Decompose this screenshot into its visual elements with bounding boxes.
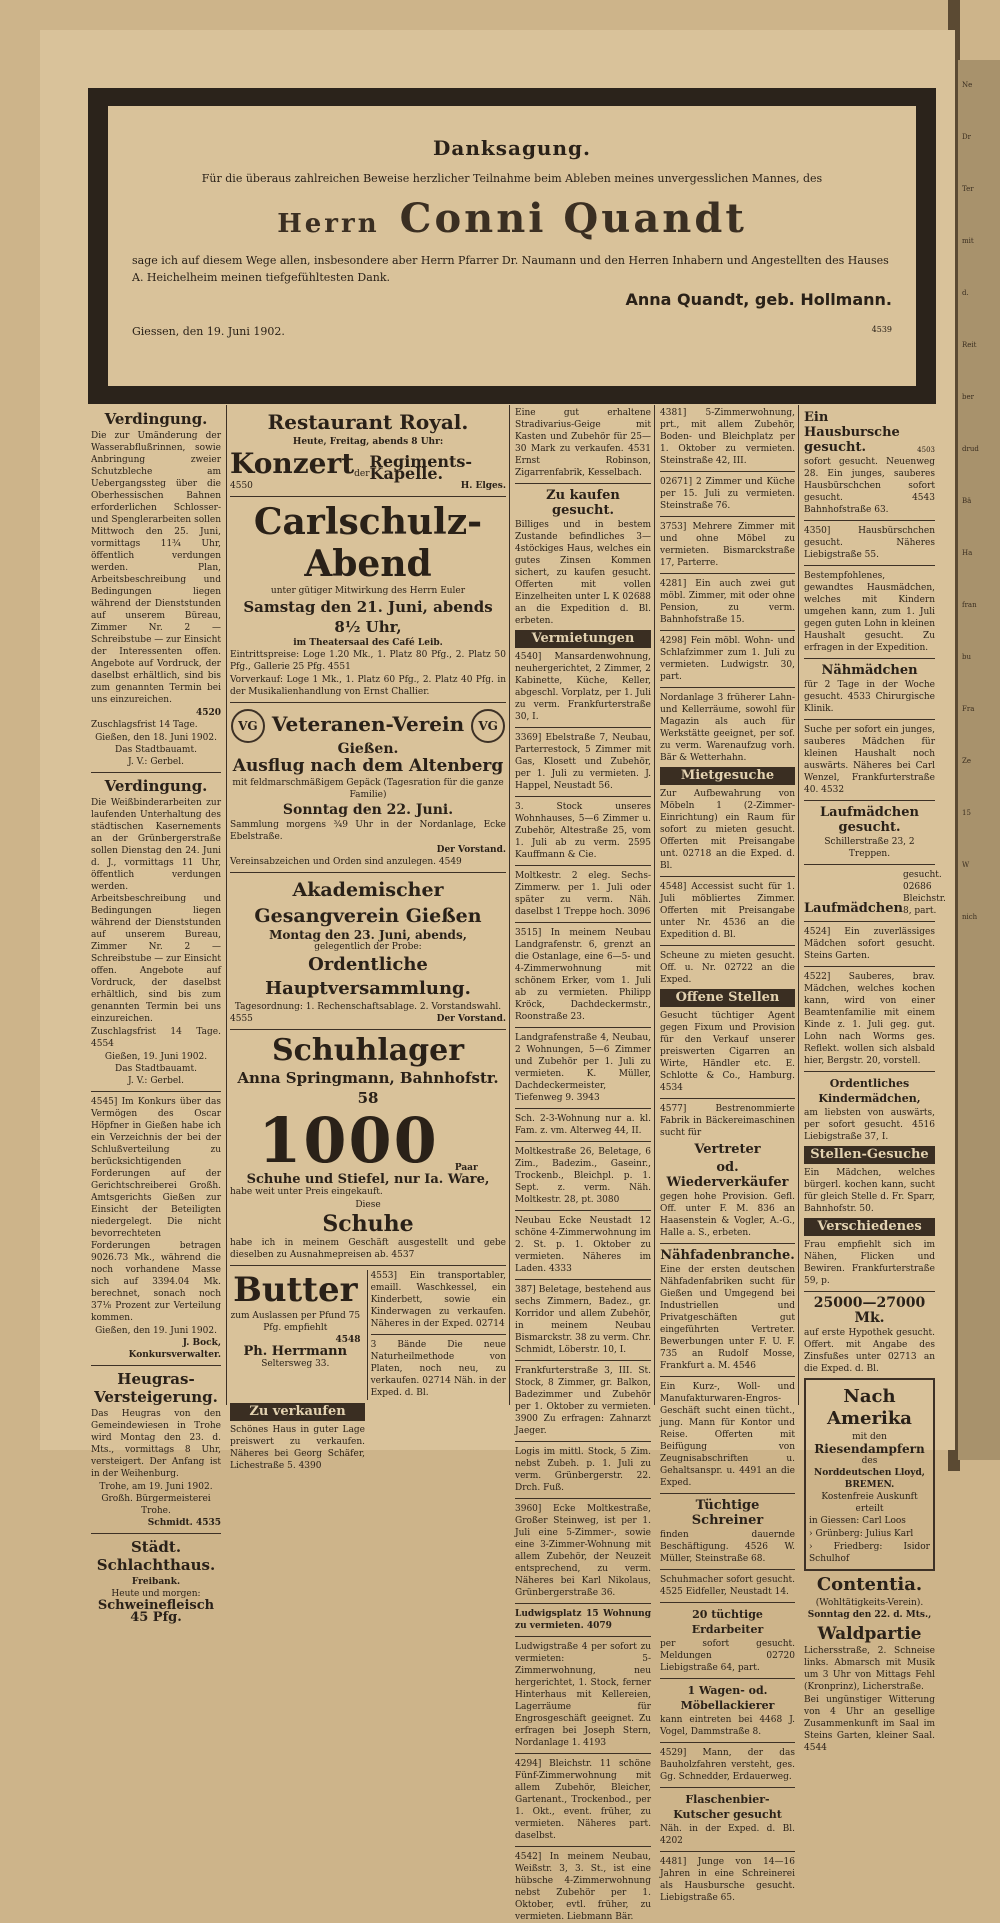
divider bbox=[660, 945, 795, 946]
ad-city: Gießen. bbox=[337, 740, 399, 757]
lloyd-ad bbox=[804, 1378, 935, 1571]
divider bbox=[515, 1141, 651, 1142]
adjacent-page-fragment: ber bbox=[962, 393, 974, 401]
divider bbox=[515, 1108, 651, 1109]
divider bbox=[660, 1787, 795, 1788]
ad-title bbox=[230, 707, 506, 743]
agenda-item: 1. Rechenschaftsablage. bbox=[305, 1001, 418, 1012]
veteran-title: Veteranen-Verein bbox=[271, 712, 465, 736]
divider bbox=[660, 471, 795, 472]
divider bbox=[660, 1098, 795, 1099]
ad-text: Bei ungünstiger Witterung von 4 Uhr an gesellige Zusammenkunft im Saal im Steins Garten, kleiner Saal. 4544 bbox=[804, 1695, 935, 1753]
divider bbox=[371, 1334, 506, 1335]
adjacent-page-fragment: mit bbox=[962, 237, 974, 245]
divider bbox=[804, 1071, 935, 1072]
ad-title-row bbox=[804, 407, 935, 456]
adjacent-page-fragment: fran bbox=[962, 601, 977, 609]
ad-text: 4542] In meinem Neubau, Weißstr. 3, 3. St., ist eine hübsche 4-Zimmerwohnung nebst Zubehör per 1. Oktober, evtl. früher, zu vermieten. Liebmann Bär. bbox=[515, 1852, 651, 1922]
ad-text: Eine der ersten deutschen Nähfadenfabriken sucht für Gießen und Umgegend bei Industriellen und Privatgeschäften gut eingeführten Vertreter. Bewerbungen unter F. U. F. 735 an Rudolf Mosse, Frankfurt a. M. 4546 bbox=[660, 1265, 795, 1371]
ad-text: Das Heugras von den Gemeindewiesen in Trohe wird Montag den 23. d. Mts., vormittags 8 Uhr, versteigert. Der Anfang ist in der Weihenburg. bbox=[91, 1409, 221, 1479]
ad-text: gelegentlich der Probe: bbox=[314, 941, 422, 952]
ad-title: Ordentliches Kindermädchen, bbox=[818, 1077, 921, 1105]
divider bbox=[515, 1846, 651, 1847]
ad-date: Samstag den 21. Juni, abends 8½ Uhr, bbox=[243, 598, 493, 636]
ad-title: Verdingung. bbox=[104, 777, 208, 795]
ad-title: Heugras-Versteigerung. bbox=[94, 1370, 218, 1406]
ad-text: 4553] Ein transportabler, emaill. Waschkessel, ein Kinderbett, sowie ein Kinderwagen zu verkaufen. Näheres in der Exped. 02714 bbox=[370, 1270, 506, 1329]
ad-headline: Ausflug nach dem Altenberg bbox=[232, 755, 504, 776]
deceased-fullname: Conni Quandt bbox=[399, 195, 747, 242]
ad-text: auf erste Hypothek gesucht. Offert. mit Angabe des Zinsfußes unter 02713 an die Exped. d. Bl. bbox=[804, 1328, 935, 1374]
ad-text: 4540] Mansardenwohnung, neuhergerichtet, 2 Zimmer, 2 Kabinette, Küche, Keller, abgeschl. Vorplatz, per 1. Juli zu verm. Frankfurterstraße 30, I. bbox=[515, 652, 651, 722]
divider bbox=[515, 865, 651, 866]
ad-text: 4298] Fein möbl. Wohn- und Schlafzimmer zum 1. Juli zu vermieten. Ludwigstr. 30, part. bbox=[660, 636, 795, 682]
ad-text: 4481] Junge von 14—16 Jahren in eine Schreinerei als Hausbursche gesucht. Liebigstraße 65. bbox=[660, 1857, 795, 1903]
ad-foot: J. V.: Gerbel. bbox=[128, 757, 184, 767]
thanks-notice-banner bbox=[88, 88, 936, 404]
ad-title: 25000—27000 Mk. bbox=[813, 1295, 926, 1326]
ad-text: Frankfurterstraße 3, III. St. Stock, 8 Zimmer, gr. Balkon, Badezimmer und Zubehör per 1. Oktober zu vermieten. 3900 Zu erfragen: Zahnarzt Jaeger. bbox=[515, 1366, 651, 1436]
ad-text: Suche per sofort ein junges, sauberes Mädchen für kleinen Haushalt noch auswärts. Näheres bei Carl Wenzel, Frankfurterstraße 40. 4532 bbox=[804, 725, 935, 795]
divider bbox=[660, 1243, 795, 1244]
ad-text: Diese bbox=[355, 1199, 381, 1210]
divider bbox=[515, 1636, 651, 1637]
ad-subtitle: Freibank. bbox=[131, 1577, 181, 1587]
concert-der: der bbox=[354, 469, 370, 479]
divider bbox=[660, 1602, 795, 1603]
ad-text: 4281] Ein auch zwei gut möbl. Zimmer, mit oder ohne Pension, zu verm. Bahnhofstraße 15. bbox=[660, 579, 795, 625]
ad-text: 3753] Mehrere Zimmer mit und ohne Möbel zu vermieten. Bismarckstraße 17, Parterre. bbox=[660, 522, 795, 568]
ad-text: Moltkestraße 26, Beletage, 6 Zim., Badezim., Gaseinr., Trockenb., Bleichpl. p. 1. Sept. z. verm. Näh. Moltkestr. 28, pt. 3080 bbox=[515, 1147, 651, 1205]
ad-title: Nähmädchen bbox=[821, 663, 918, 678]
deceased-name bbox=[132, 195, 892, 242]
shoe-count-row bbox=[230, 1103, 506, 1177]
divider bbox=[804, 921, 935, 922]
ad-title: Akademischer Gesangverein Gießen bbox=[254, 878, 482, 927]
thanks-intro: Für die überaus zahlreichen Beweise herzlicher Teilnahme beim Ableben meines unvergesslichen Mannes, des bbox=[201, 172, 823, 185]
butter-row bbox=[230, 1270, 506, 1400]
ad-text: Eintrittspreise: Loge 1.20 Mk., 1. Platz 80 Pfg., 2. Platz 50 Pfg., Gallerie 25 Pfg. 4551 bbox=[230, 650, 506, 672]
adjacent-page-fragment: Fra bbox=[962, 705, 975, 713]
ad-text: BREMEN. bbox=[844, 1480, 895, 1490]
divider bbox=[230, 496, 506, 497]
column-1 bbox=[88, 405, 224, 1625]
ad-title: Vertreter bbox=[694, 1142, 761, 1157]
thanks-footer bbox=[132, 325, 892, 338]
ad-title: Nähfadenbranche. bbox=[660, 1248, 795, 1263]
ad-title: Laufmädchen bbox=[804, 901, 903, 916]
ad-text: 387] Beletage, bestehend aus sechs Zimmern, Badez., gr. Korridor und allem Zubehör, in meinem Neubau Bismarckstr. 38 zu verm. Chr. Schmidt, Löberstr. 10, I. bbox=[515, 1285, 651, 1355]
ad-foot: Zuschlagsfrist 14 Tage. bbox=[91, 720, 198, 730]
ad-text: per sofort gesucht. Meldungen 02720 Liebigstraße 64, part. bbox=[660, 1639, 795, 1673]
veteran-emblem-icon: VG bbox=[231, 709, 265, 743]
ad-text: Riesendampfern bbox=[814, 1442, 925, 1456]
ad-sign: H. Elges. bbox=[460, 481, 506, 491]
ad-text: Neubau Ecke Neustadt 12 schöne 4-Zimmerwohnung im 2. St. p. 1. Oktober zu vermieten. Näheres im Laden. 4333 bbox=[515, 1216, 651, 1274]
ad-text: 3515] In meinem Neubau Landgrafenstr. 6, grenzt an die Ostanlage, eine 6—5- und 4-Zimmerwohnung mit schönem Erker, vom 1. Juli ab zu vermieten. Philipp Kröck, Dachdeckermstr., Roonstraße 23. bbox=[515, 928, 651, 1022]
divider bbox=[230, 872, 506, 873]
ad-text: Ein Kurz-, Woll- und Manufakturwaren-Engros-Geschäft sucht einen tücht., jung. Mann für Kontor und Reise. Offerten mit Beifügung von Zeugnisabschriften u. Gehaltsanspr. u. 4491 an die Exped. bbox=[660, 1382, 795, 1488]
ad-title: Städt. Schlachthaus. bbox=[96, 1538, 216, 1574]
ad-text: zum Auslassen per Pfund 75 Pfg. empfiehlt bbox=[230, 1310, 361, 1333]
adjacent-page-fragment: 15 bbox=[962, 809, 971, 817]
concert-line bbox=[230, 447, 506, 483]
divider bbox=[515, 1603, 651, 1604]
divider bbox=[660, 1742, 795, 1743]
ad-text: habe weit unter Preis eingekauft. bbox=[230, 1186, 383, 1197]
ad-title: Restaurant Royal. bbox=[267, 410, 469, 434]
ad-text: Eine gut erhaltene Stradivarius-Geige mit Kasten und Zubehör für 25—30 Mark zu verkaufen. 4531 Ernst Robinson, Zigarrenfabrik, Kesselbach. bbox=[515, 408, 651, 478]
thanks-signature: Anna Quandt, geb. Hollmann. bbox=[625, 290, 892, 309]
ad-id: 4520 bbox=[195, 708, 221, 718]
divider bbox=[660, 876, 795, 877]
ad-headline: Schuhe bbox=[322, 1210, 414, 1237]
ad-text: Seltersweg 33. bbox=[261, 1358, 330, 1369]
adjacent-page-fragment: bu bbox=[962, 653, 971, 661]
ad-text: 4577] Bestrenommierte Fabrik in Bäckereimaschinen sucht für bbox=[660, 1104, 795, 1138]
ad-name: Ph. Herrmann bbox=[243, 1343, 348, 1359]
ad-text: 4524] Ein zuverlässiges Mädchen sofort gesucht. Steins Garten. bbox=[804, 927, 935, 961]
agenda-item: 2. Vorstandswahl. bbox=[419, 1001, 502, 1012]
ad-subtitle: Anna Springmann, Bahnhofstr. 58 bbox=[237, 1068, 499, 1107]
ad-text: 4294] Bleichstr. 11 schöne Fünf-Zimmerwohnung mit allem Zubehör, Bleicher, Gartenant., Trockenbod., per 1. Okt., event. früher, zu vermieten. Näheres part. daselbst. bbox=[515, 1759, 651, 1841]
adjacent-page-fragment: Ne bbox=[962, 81, 973, 89]
agenda bbox=[230, 1001, 506, 1013]
ad-foot: J. Bock, Konkursverwalter. bbox=[128, 1338, 221, 1360]
divider bbox=[660, 630, 795, 631]
divider bbox=[804, 520, 935, 521]
column-5 bbox=[801, 405, 946, 1753]
ad-text: Lichersstraße, 2. Schneise links. Abmarsch mit Musik um 3 Uhr von Mittags Fehl (Kronprinz), Licherstraße. bbox=[804, 1646, 935, 1692]
ad-text: habe ich in meinem Geschäft ausgestellt und gebe dieselben zu Ausnahmepreisen ab. 4537 bbox=[230, 1237, 506, 1260]
ad-headline: Waldpartie bbox=[817, 1624, 922, 1644]
ad-title: Flaschenbier-Kutscher gesucht bbox=[673, 1793, 782, 1821]
ad-foot: Das Stadtbauamt. bbox=[115, 1064, 197, 1074]
ad-text: Sammlung morgens ¾9 Uhr in der Nordanlage, Ecke Ebelstraße. bbox=[230, 819, 506, 842]
ad-id: 4555 bbox=[230, 1013, 253, 1024]
ad-title: Schuhlager bbox=[271, 1032, 465, 1068]
divider bbox=[660, 1376, 795, 1377]
ad-title: 20 tüchtige Erdarbeiter bbox=[691, 1608, 764, 1636]
deceased-prefix: Herrn bbox=[277, 209, 380, 239]
ad-id: 4503 bbox=[917, 446, 935, 454]
divider bbox=[804, 565, 935, 566]
ad-text: (Wohltätigkeits-Verein). bbox=[815, 1598, 924, 1608]
ad-title: Nach Amerika bbox=[827, 1386, 912, 1429]
ad-headline: Ordentliche Hauptversammlung. bbox=[265, 953, 471, 999]
ad-text: 3. Stock unseres Wohnhauses, 5—6 Zimmer u. Zubehör, Altestraße 25, vom 1. Juli ab zu verm. 2595 Kauffmann & Cie. bbox=[515, 802, 651, 860]
divider bbox=[515, 1441, 651, 1442]
section-heading: Verschiedenes bbox=[804, 1218, 935, 1236]
ad-text: 4545] Im Konkurs über das Vermögen des Oscar Höpfner in Gießen habe ich ein Verzeichnis der bei der Schlußverteilung zu berücksichtigenden Forderungen auf der Gerichtschreiberei Großh. Amtsgerichts Gießen zur Einsicht der Beteiligten niedergelegt. Die nicht bevorrechteten Forderungen betragen 9026.73 Mk., während die noch vorhandene Masse sich auf 3394.04 Mk. berechnet, sonach noch 37⅛ Prozent zur Verteilung kommen. bbox=[91, 1097, 221, 1323]
ad-foot: J. V.: Gerbel. bbox=[128, 1076, 184, 1086]
adjacent-page-fragment: nich bbox=[962, 913, 978, 921]
ad-footer-row bbox=[230, 1013, 506, 1025]
adjacent-page-fragment: Ha bbox=[962, 549, 973, 557]
section-heading: Zu verkaufen bbox=[230, 1403, 365, 1421]
ad-title: Ein Hausbursche gesucht. bbox=[804, 410, 900, 455]
ad-text: 4381] 5-Zimmerwohnung, prt., mit allem Zubehör, Boden- und Bleichplatz per 1. Oktober zu vermieten. Steinstraße 42, III. bbox=[660, 408, 795, 466]
ad-foot: Das Stadtbauamt. bbox=[115, 745, 197, 755]
divider bbox=[230, 1265, 506, 1266]
divider bbox=[230, 1029, 506, 1030]
divider bbox=[804, 658, 935, 659]
divider bbox=[91, 1365, 221, 1366]
divider bbox=[804, 800, 935, 801]
ad-text: Gesucht tüchtiger Agent gegen Fixum und Provision für den Verkauf unserer preiswerten Cigarren an Wirte, Händler etc. E. Schlotte & Co., Hamburg. 4534 bbox=[660, 1011, 795, 1093]
divider bbox=[515, 1498, 651, 1499]
ad-text: Zur Aufbewahrung von Möbeln 1 (2-Zimmer-Einrichtung) ein Raum für sofort zu mieten gesucht. Offerten mit Preisangabe unt. 02718 an die Exped. d. Bl. bbox=[660, 789, 795, 871]
divider bbox=[804, 1291, 935, 1292]
ad-text: Kostenfreie Auskunft erteilt bbox=[821, 1492, 918, 1514]
ad-sign: Der Vorstand. bbox=[436, 1013, 506, 1024]
divider bbox=[91, 1091, 221, 1092]
small-ads bbox=[367, 1270, 506, 1400]
divider bbox=[660, 1493, 795, 1494]
divider bbox=[91, 772, 221, 773]
ad-title: Carlschulz-Abend bbox=[253, 501, 483, 585]
column-4 bbox=[657, 405, 799, 1903]
ad-text: 4529] Mann, der das Bauholzfahren versteht, ges. Gg. Schnedder, Erdauerweg. bbox=[660, 1748, 795, 1782]
ad-foot: Großh. Bürgermeisterei Trohe. bbox=[101, 1494, 211, 1516]
divider bbox=[660, 1678, 795, 1679]
ad-text: finden dauernde Beschäftigung. 4526 W. Müller, Steinstraße 68. bbox=[660, 1530, 795, 1564]
ad-text: Sch. 2-3-Wohnung nur a. kl. Fam. z. vm. Alterweg 44, II. bbox=[515, 1114, 651, 1136]
divider bbox=[230, 702, 506, 703]
thanks-place-date: Giessen, den 19. Juni 1902. bbox=[132, 325, 285, 338]
ad-title: Laufmädchen gesucht. bbox=[820, 805, 919, 835]
ad-text: unter gütiger Mitwirkung des Herrn Euler bbox=[270, 586, 466, 596]
divider bbox=[515, 727, 651, 728]
ad-text: Scheune zu mieten gesucht. Off. u. Nr. 02722 an die Exped. bbox=[660, 951, 795, 985]
ad-text: Ludwigsplatz 15 Wohnung zu vermieten. 4079 bbox=[515, 1609, 651, 1631]
adjacent-page-edge bbox=[958, 60, 1000, 1460]
ad-text: Moltkestr. 2 eleg. Sechs-Zimmerw. per 1. Juli oder später zu verm. Näh. daselbst 1 Treppe hoch. 3096 bbox=[515, 871, 651, 917]
divider bbox=[515, 1753, 651, 1754]
ad-foot: Schmidt. 4535 bbox=[147, 1518, 221, 1528]
divider bbox=[804, 719, 935, 720]
ad-foot: Gießen, den 18. Juni 1902. bbox=[95, 733, 217, 743]
ad-text: kann eintreten bei 4468 J. Vogel, Dammstraße 8. bbox=[660, 1715, 795, 1737]
ad-footer-row bbox=[230, 480, 506, 492]
ad-text: Die zur Umänderung der Wasserabflußrinnen, sowie Anbringung zweier Schutzbleche am Uebergangssteg über die Oberhessischen Bahnen erforderlichen Schlosser- und Spenglerarbeiten sollen Mittwoch den 25. Juni, vormittags 11¾ Uhr, öffentlich verdungen werden. Plan, Arbeitsbeschreibung und Bedingungen liegen während der Dienststunden auf unserem Büreau, Zimmer Nr. 2 — Schreibstube — zur Einsicht der Interessenten offen. Angebote auf Vordruck, der daselbst erhältlich, sind bis zum genannten Termin bei uns einzureichen. bbox=[91, 431, 222, 705]
ad-text: gegen hohe Provision. Gefl. Off. unter F. M. 836 an Haasenstein & Vogler, A.-G., Halle a. S., erbeten. bbox=[660, 1192, 795, 1238]
thanks-text: sage ich auf diesem Wege allen, insbesondere aber Herrn Pfarrer Dr. Naumann und den Herren Inhabern und Angestellten des Hauses A. Heichelheim meinen tiefgefühltesten Dank. bbox=[132, 254, 889, 284]
divider bbox=[515, 922, 651, 923]
section-heading: Vermietungen bbox=[515, 630, 651, 648]
ad-text: Ludwigstraße 4 per sofort zu vermieten: 5-Zimmerwohnung, neu hergerichtet, 1. Stock, ferner Hinterhaus mit Kellereien, Lagerräume für Engrosgeschäft geeignet. Zu erfragen bei Joseph Stern, Nordanlage 1. 4193 bbox=[515, 1642, 651, 1748]
ad-text: Heute und morgen: bbox=[111, 1589, 201, 1599]
ad-text: 02671] 2 Zimmer und Küche per 15. Juli zu vermieten. Steinstraße 76. bbox=[660, 477, 795, 511]
ad-text: Vorverkauf: Loge 1 Mk., 1. Platz 60 Pfg., 2. Platz 40 Pfg. in der Musikalienhandlung von Ernst Challier. bbox=[230, 675, 506, 697]
divider bbox=[804, 864, 935, 865]
section-heading: Mietgesuche bbox=[660, 767, 795, 785]
shoe-count: 1000 bbox=[258, 1103, 439, 1177]
ad-text: Norddeutschen Lloyd, bbox=[814, 1468, 925, 1478]
adjacent-page-fragment: Reit bbox=[962, 341, 977, 349]
agenda-label: Tagesordnung: bbox=[234, 1001, 303, 1012]
ad-title: Tüchtige Schreiner bbox=[691, 1498, 764, 1528]
ad-text: mit den bbox=[852, 1432, 887, 1442]
ad-text: 4548] Accessist sucht für 1. Juli möbliertes Zimmer. Offerten mit Preisangabe unter Nr. 4536 an die Expedition d. Bl. bbox=[660, 882, 795, 940]
ad-title: Zu kaufen gesucht. bbox=[546, 488, 620, 518]
adjacent-page-fragment: Dr bbox=[962, 133, 971, 141]
ad-text: Frau empfiehlt sich im Nähen, Flicken und Bewiren. Frankfurterstraße 59, p. bbox=[804, 1240, 935, 1286]
ad-text: in Giessen: Carl Loos bbox=[809, 1516, 906, 1526]
thanks-title: Danksagung. bbox=[433, 136, 591, 160]
adjacent-page-fragment: d. bbox=[962, 289, 969, 297]
ad-text: 3 Bände Die neue Naturheilmethode von Platen, noch neu, zu verkaufen. 02714 Näh. in der Exped. d. Bl. bbox=[370, 1339, 506, 1398]
ad-text: sofort gesucht. Neuenweg 28. Ein junges, sauberes Hausbürschchen sofort gesucht. 4543 Bahnhofstraße 63. bbox=[804, 457, 935, 515]
ad-text: Schönes Haus in guter Lage preiswert zu verkaufen. Näheres bei Georg Schäfer, Lichestraße 5. 4390 bbox=[230, 1424, 365, 1471]
divider bbox=[515, 796, 651, 797]
ad-text: Ein Mädchen, welches bürgerl. kochen kann, sucht für gleich Stelle d. Fr. Sparr, Bahnhofstr. 50. bbox=[804, 1168, 935, 1214]
ad-text: Näh. in der Exped. d. Bl. 4202 bbox=[660, 1824, 795, 1846]
ad-text: 4350] Hausbürschchen gesucht. Näheres Liebigstraße 55. bbox=[804, 526, 935, 560]
divider bbox=[660, 687, 795, 688]
ad-text: › Grünberg: Julius Karl bbox=[809, 1529, 914, 1539]
ad-id: 4550 bbox=[230, 481, 253, 491]
divider bbox=[91, 1533, 221, 1534]
divider bbox=[515, 1360, 651, 1361]
ad-foot: Gießen, 19. Juni 1902. bbox=[104, 1052, 208, 1062]
concert-word: Konzert bbox=[230, 447, 355, 480]
ad-text: gesucht. 02686 Bleichstr. 8, part. bbox=[902, 870, 946, 916]
ad-text: Vereinsabzeichen und Orden sind anzulegen. 4549 bbox=[230, 856, 462, 867]
ad-text: Schuhmacher sofort gesucht. 4525 Eidfeller, Neustadt 14. bbox=[660, 1575, 795, 1597]
adjacent-page-fragment: W bbox=[962, 861, 970, 869]
ad-text: mit feldmarschmäßigem Gepäck (Tagesration für die ganze Familie) bbox=[232, 777, 504, 800]
ad-text: Landgrafenstraße 4, Neubau, 2 Wohnungen, 5—6 Zimmer und Zubehör per 1. Juli zu vermieten. K. Müller, Dachdeckermeister, Tiefenweg 9. 3943 bbox=[515, 1033, 651, 1103]
ad-text: 4522] Sauberes, brav. Mädchen, welches kochen kann, wird von einer Beamtenfamilie mit einem Kinde z. 1. Juli geg. gut. Lohn nach Worms ges. Reflekt. wollen sich alsbald hier, Bergstr. 20, vorstell. bbox=[804, 972, 935, 1066]
column-2 bbox=[226, 405, 510, 1471]
ad-text: des bbox=[861, 1456, 878, 1466]
ad-text: 3960] Ecke Moltkestraße, Großer Steinweg, ist per 1. Juli eine 5-Zimmer-, sowie eine 3-Zimmer-Wohnung mit allem Zubehör, der Neuzeit entsprechend, zu verm. Näheres bei Karl Nikolaus, Grünbergerstraße 36. bbox=[515, 1504, 651, 1598]
veteran-emblem-icon: VG bbox=[471, 709, 505, 743]
ad-title: Verdingung. bbox=[104, 410, 208, 428]
section-heading: Stellen-Gesuche bbox=[804, 1146, 935, 1164]
thanks-id: 4539 bbox=[871, 325, 892, 334]
divider bbox=[660, 1851, 795, 1852]
ad-sign: Der Vorstand. bbox=[436, 844, 506, 855]
column-3 bbox=[512, 405, 655, 1922]
ad-title-row bbox=[804, 869, 946, 917]
divider bbox=[515, 1027, 651, 1028]
ad-title: Butter bbox=[233, 1269, 358, 1310]
ad-text: für 2 Tage in der Woche gesucht. 4533 Chirurgische Klinik. bbox=[804, 680, 935, 714]
divider bbox=[515, 483, 651, 484]
ad-text: Die Weißbinderarbeiten zur laufenden Unterhaltung des städtischen Kasernements an der Grünbergerstraße sollen Dienstag den 24. Juni d. J., vormittags 11 Uhr, öffentlich verdungen werden. Arbeitsbeschreibung und Bedingungen liegen während der Dienststunden auf unserem Bureau, Zimmer Nr. 2 — Schreibstube — zur Einsicht offen. Angebote auf Vordruck, der daselbst erhältlich, sind bis zum genannten Termin bei uns einzureichen. bbox=[91, 798, 222, 1024]
adjacent-page-fragment: Bä bbox=[962, 497, 972, 505]
divider bbox=[515, 1210, 651, 1211]
ad-foot: Gießen, den 19. Juni 1902. bbox=[95, 1326, 217, 1336]
divider bbox=[804, 966, 935, 967]
ad-text: im Theatersaal des Café Leib. bbox=[293, 638, 443, 648]
adjacent-page-fragment: Ter bbox=[962, 185, 974, 193]
ad-subtitle: Heute, Freitag, abends 8 Uhr: bbox=[292, 437, 444, 447]
ad-text: Logis im mittl. Stock, 5 Zim. nebst Zubeh. p. 1. Juli zu verm. Grünbergerstr. 22. Drch. Fuß. bbox=[515, 1447, 651, 1493]
ad-title: 1 Wagen- od. Möbellackierer bbox=[680, 1684, 775, 1712]
ad-text: Billiges und in bestem Zustande befindliches 3—4stöckiges Haus, welches ein gutes Zinsen Kommen sichert, zu kaufen gesucht. Offerten mit vollen Einzelheiten unter L K 02688 an die Expedition d. Bl. erbeten. bbox=[515, 520, 651, 626]
shoe-unit: Paar bbox=[454, 1162, 478, 1173]
thanks-notice-inner bbox=[108, 106, 916, 386]
divider bbox=[660, 516, 795, 517]
ad-foot: Zuschlagsfrist 14 Tage. 4554 bbox=[91, 1027, 221, 1049]
ad-text: 3369] Ebelstraße 7, Neubau, Parterrestock, 5 Zimmer mit Gas, Klosett und Zubehör, per 1. Juli zu vermieten. J. Happel, Neustadt 56. bbox=[515, 733, 651, 791]
divider bbox=[660, 1569, 795, 1570]
ad-text: Schuhe und Stiefel, nur Ia. Ware, bbox=[246, 1171, 490, 1187]
ad-text: Bestempfohlenes, gewandtes Hausmädchen, welches mit Kindern umgehen kann, zum 1. Juli gegen guten Lohn in kleinen Haushalt gesucht. Zu erfragen in der Expedition. bbox=[804, 571, 935, 653]
ad-title: od. Wiederverkäufer bbox=[666, 1160, 789, 1190]
ad-text: Nordanlage 3 früherer Lahn- und Kellerräume, sowohl für Magazin als auch für Werkstätte geeignet, per sof. zu verm. Warenaufzug vorh. Bär & Wetterhahn. bbox=[660, 693, 795, 763]
butter-ad bbox=[230, 1270, 361, 1400]
ad-text: Sonntag den 22. d. Mts., bbox=[807, 1610, 932, 1620]
divider bbox=[660, 573, 795, 574]
ad-date: Montag den 23. Juni, abends, bbox=[269, 927, 467, 942]
ad-foot: Trohe, am 19. Juni 1902. bbox=[99, 1482, 213, 1492]
concert-band: Regiments-Kapelle. bbox=[369, 452, 473, 483]
ad-text: › Friedberg: Isidor Schulhof bbox=[809, 1542, 930, 1564]
ad-id: 4548 bbox=[335, 1334, 361, 1345]
ad-title: Contentia. bbox=[816, 1574, 923, 1595]
ad-text: Schillerstraße 23, 2 Treppen. bbox=[824, 837, 915, 859]
divider bbox=[515, 1279, 651, 1280]
adjacent-page-fragment: drud bbox=[962, 445, 979, 453]
adjacent-page-fragment: Ze bbox=[962, 757, 972, 765]
ad-date: Sonntag den 22. Juni. bbox=[282, 801, 454, 818]
ad-text: am liebsten von auswärts, per sofort gesucht. 4516 Liebigstraße 37, I. bbox=[804, 1108, 935, 1142]
ad-price: Schweinefleisch 45 Pfg. bbox=[97, 1598, 215, 1625]
section-heading: Offene Stellen bbox=[660, 989, 795, 1007]
